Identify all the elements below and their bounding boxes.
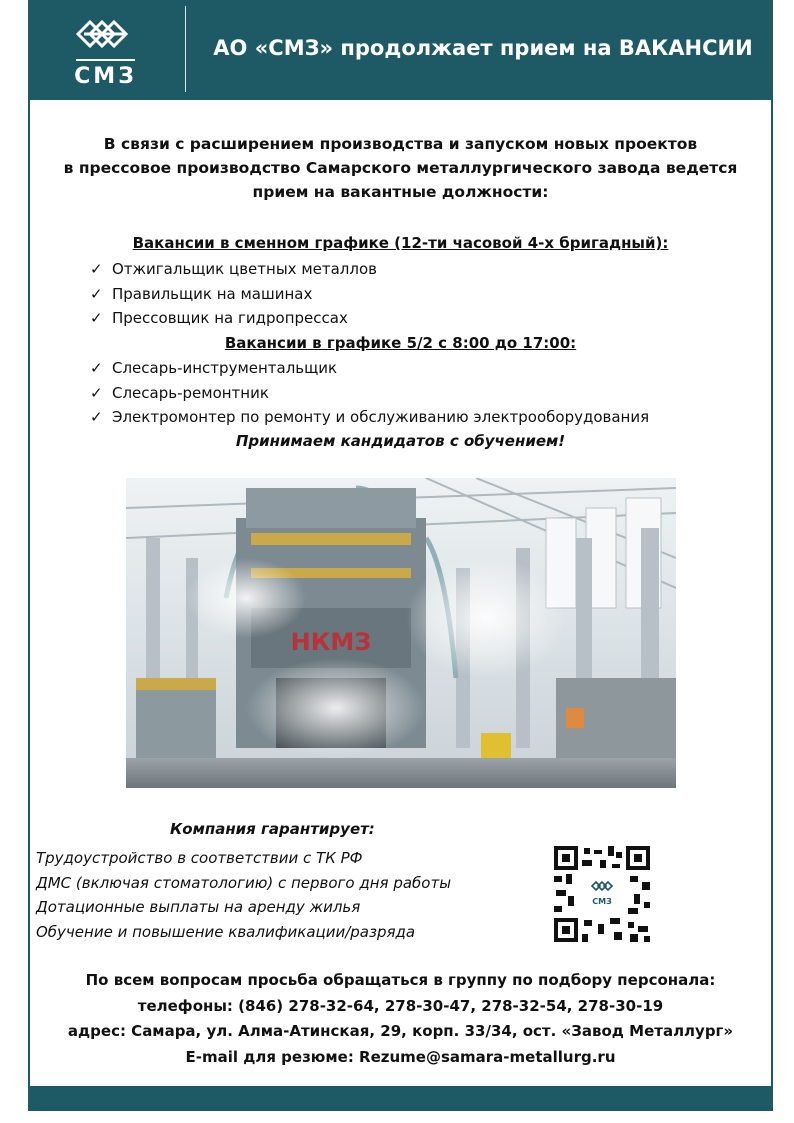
vacancy-label: Слесарь-ремонтник [112,383,269,402]
qr-center-label: СМЗ [592,897,612,906]
list-item: Трудоустройство в соответствии с ТК РФ [36,849,363,867]
day-vacancy-list [90,356,649,430]
logo [28,0,183,98]
contacts-block [30,968,771,1070]
vacancy-label: Прессовщик на гидропрессах [112,309,348,327]
qr-code-icon [554,846,650,942]
list-item [90,282,377,307]
header-divider [185,6,186,92]
press-sign: НКМЗ [290,628,372,656]
vacancy-label: Отжигальщик цветных металлов [112,260,377,278]
header [28,0,773,98]
factory-photo [126,478,676,788]
guarantees-title: Компания гарантирует: [170,820,375,838]
intro-line: В связи с расширением производства и запуском новых проектов [103,135,698,153]
checkmark-icon: ✓ [90,260,103,278]
checkmark-icon: ✓ [90,284,103,303]
list-item [90,257,377,282]
contacts-address: адрес: Самара, ул. Алма-Атинская, 29, корп. 33/34, ост. «Завод Металлург» [67,1022,734,1040]
contacts-email: E-mail для резюме: Rezume@samara-metallurg.ru [185,1047,616,1066]
list-item [90,356,649,381]
list-item [90,405,649,430]
shift-section-title: Вакансии в сменном графике (12-ти часовой 4-х бригадный): [132,234,669,252]
list-item: ДМС (включая стоматологию) с первого дня работы [36,873,452,892]
checkmark-icon: ✓ [90,408,103,426]
intro-text [30,132,771,204]
qr-code[interactable] [554,846,650,942]
smz-emblem-icon [28,0,183,60]
content-panel [30,100,771,1086]
list-item [90,381,649,406]
list-item: Обучение и повышение квалификации/разряда [36,922,416,941]
page-frame [28,0,773,1111]
checkmark-icon: ✓ [90,309,103,327]
day-section-title: Вакансии в графике 5/2 с 8:00 до 17:00: [224,334,577,352]
factory-press-illustration [126,478,676,788]
shift-vacancy-list [90,257,377,331]
guarantees-list [36,846,451,944]
vacancy-label: Слесарь-инструментальщик [112,359,338,377]
checkmark-icon: ✓ [90,359,103,377]
list-item: Дотационные выплаты на аренду жилья [36,898,361,916]
checkmark-icon: ✓ [90,383,103,402]
intro-line: прием на вакантные должности: [252,183,549,201]
accept-note: Принимаем кандидатов с обучением! [235,432,566,450]
logo-text: СМЗ [74,64,137,89]
page-title: АО «СМЗ» продолжает прием на ВАКАНСИИ [213,36,753,60]
vacancy-label: Электромонтер по ремонту и обслуживанию электрооборудования [112,408,650,426]
vacancy-label: Правильщик на машинах [112,284,313,303]
list-item [90,306,377,331]
contacts-intro: По всем вопросам просьба обращаться в группу по подбору персонала: [85,971,716,989]
intro-line: в прессовое производство Самарского металлургического завода ведется [63,159,738,177]
contacts-phones: телефоны: (846) 278-32-64, 278-30-47, 278-32-54, 278-30-19 [137,996,664,1015]
